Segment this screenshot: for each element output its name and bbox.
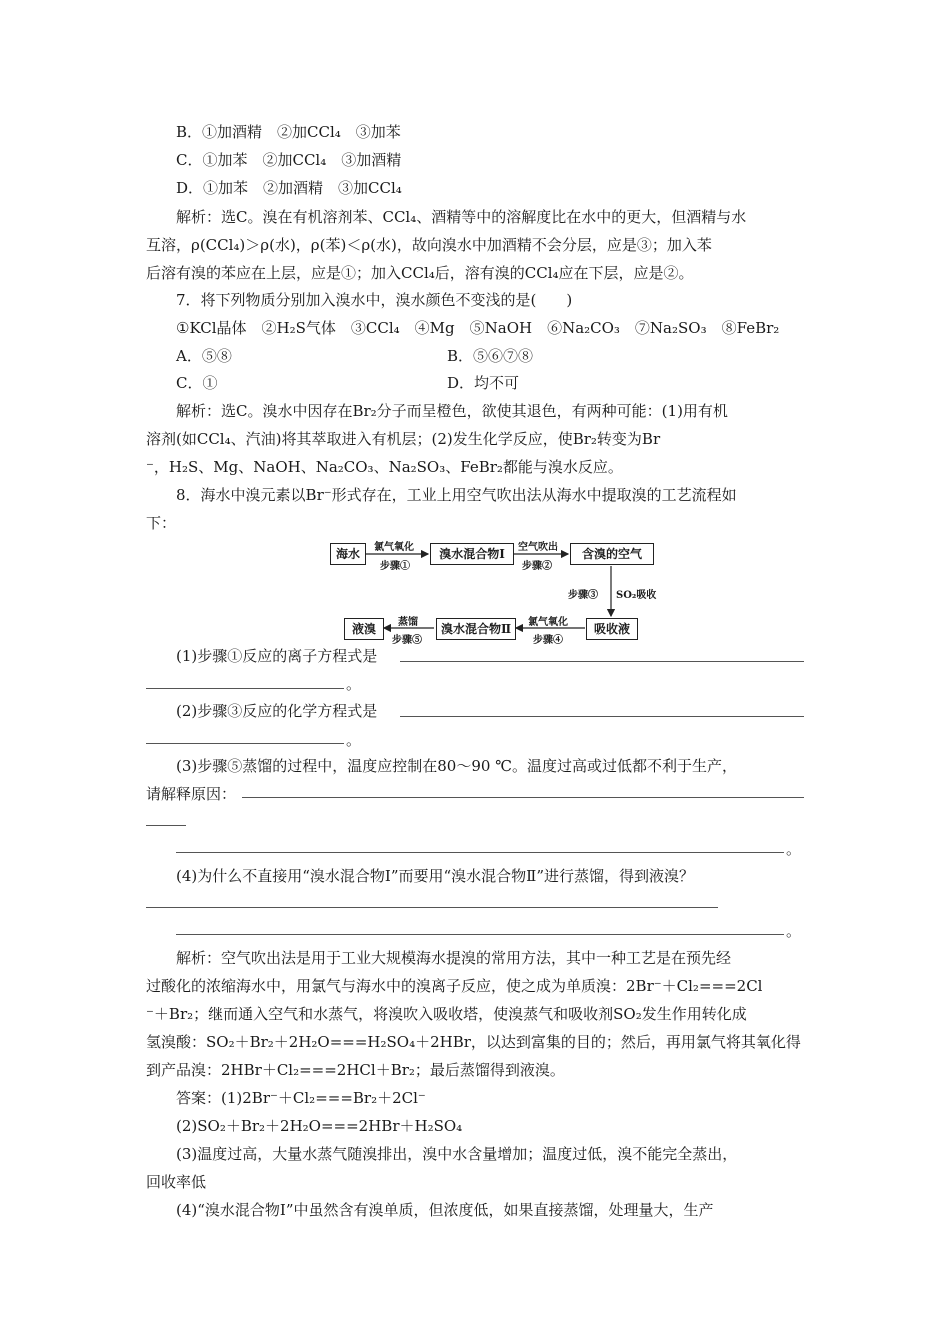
q8-part3-blank-a[interactable]	[242, 797, 804, 798]
q6-option-d: D．①加苯 ②加酒精 ③加CCl₄	[176, 179, 402, 197]
q8-answer-3-line-2: 回收率低	[146, 1173, 207, 1191]
q8-part3-prompt-1: (3)步骤⑤蒸馏的过程中，温度应控制在80～90 ℃。温度过高或过低都不利于生产，	[176, 757, 737, 775]
flow-box-bromine-air: 含溴的空气	[570, 543, 654, 565]
q7-items: ①KCl晶体 ②H₂S气体 ③CCl₄ ④Mg ⑤NaOH ⑥Na₂CO₃ ⑦Na₂SO₃ ⑧FeBr₂	[176, 319, 780, 337]
q7-option-b: B．⑤⑥⑦⑧	[447, 347, 534, 365]
q8-stem-line-2: 下：	[146, 514, 177, 532]
q7-option-a: A．⑤⑧	[176, 347, 232, 365]
q8-answer-2: (2)SO₂＋Br₂＋2H₂O===2HBr＋H₂SO₄	[176, 1117, 463, 1135]
q6-option-c: C．①加苯 ②加CCl₄ ③加酒精	[176, 151, 402, 169]
flow-label-step4-bottom: 步骤④	[533, 635, 563, 646]
q8-part1-blank-b[interactable]	[146, 688, 344, 689]
flow-box-liquid-bromine: 液溴	[344, 618, 384, 640]
q7-option-c: C．①	[176, 374, 218, 392]
q6-analysis-line-3: 后溶有溴的苯应在上层，应是①；加入CCl₄后，溶有溴的CCl₄应在下层，应是②。	[146, 264, 694, 282]
q6-analysis-line-1: 解析：选C。溴在有机溶剂苯、CCl₄、酒精等中的溶解度比在水中的更大，但酒精与水	[176, 208, 747, 226]
flow-label-step4-top: 氯气氧化	[528, 617, 568, 628]
q8-part4-blank-b[interactable]	[176, 934, 784, 935]
q8-analysis-line-2: 过酸化的浓缩海水中，用氯气与海水中的溴离子反应，使之成为单质溴：2Br⁻＋Cl₂===2Cl	[146, 977, 763, 995]
flow-label-step3-right: SO₂吸收	[616, 590, 657, 601]
q8-part4-period: 。	[786, 922, 802, 940]
q8-answer-4: (4)“溴水混合物Ⅰ”中虽然含有溴单质，但浓度低，如果直接蒸馏，处理量大，生产	[176, 1201, 714, 1219]
q8-analysis-line-5: 到产品溴：2HBr＋Cl₂===2HCl＋Br₂；最后蒸馏得到液溴。	[146, 1061, 565, 1079]
q8-analysis-line-3: ⁻＋Br₂；继而通入空气和水蒸气，将溴吹入吸收塔，使溴蒸气和吸收剂SO₂发生作用转化成	[146, 1005, 747, 1023]
q7-analysis-line-1: 解析：选C。溴水中因存在Br₂分子而呈橙色，欲使其退色，有两种可能：(1)用有机	[176, 402, 728, 420]
q6-option-b: B．①加酒精 ②加CCl₄ ③加苯	[176, 123, 401, 141]
q7-option-d: D．均不可	[447, 374, 520, 392]
q8-part3-blank-c[interactable]	[176, 852, 784, 853]
flow-label-step3-left: 步骤③	[568, 590, 598, 601]
q8-part3-prompt-2: 请解释原因：	[146, 785, 237, 803]
flow-label-step2-top: 空气吹出	[518, 542, 558, 553]
flow-box-bromine-mix-1: 溴水混合物Ⅰ	[430, 543, 514, 565]
flow-label-step5-bottom: 步骤⑤	[392, 635, 422, 646]
process-flow-diagram	[330, 538, 660, 648]
flow-label-step1-bottom: 步骤①	[380, 561, 410, 572]
flow-box-absorbent: 吸收液	[586, 618, 638, 640]
q8-answer-3-line-1: (3)温度过高，大量水蒸气随溴排出，溴中水含量增加；温度过低，溴不能完全蒸出，	[176, 1145, 738, 1163]
q8-part1-prompt: (1)步骤①反应的离子方程式是	[176, 647, 378, 665]
q8-analysis-line-4: 氢溴酸：SO₂＋Br₂＋2H₂O===H₂SO₄＋2HBr，以达到富集的目的；然后，再用氯气将其氧化得	[146, 1033, 801, 1051]
q7-analysis-line-3: ⁻，H₂S、Mg、NaOH、Na₂CO₃、Na₂SO₃、FeBr₂都能与溴水反应。	[146, 458, 623, 476]
q8-analysis-line-1: 解析：空气吹出法是用于工业大规模海水提溴的常用方法，其中一种工艺是在预先经	[176, 949, 732, 967]
q8-part1-period: 。	[346, 675, 362, 693]
flow-label-step1-top: 氯气氧化	[374, 542, 414, 553]
q8-part3-period: 。	[786, 840, 802, 858]
q8-stem-line-1: 8．海水中溴元素以Br⁻形式存在，工业上用空气吹出法从海水中提取溴的工艺流程如	[176, 486, 737, 504]
q8-part3-blank-b[interactable]	[146, 825, 186, 826]
flow-box-bromine-mix-2: 溴水混合物Ⅱ	[436, 618, 516, 640]
flow-label-step5-top: 蒸馏	[398, 617, 418, 628]
q7-analysis-line-2: 溶剂(如CCl₄、汽油)将其萃取进入有机层；(2)发生化学反应，使Br₂转变为Br	[146, 430, 661, 448]
q8-part2-prompt: (2)步骤③反应的化学方程式是	[176, 702, 378, 720]
q8-answer-1: 答案：(1)2Br⁻＋Cl₂===Br₂＋2Cl⁻	[176, 1089, 426, 1107]
q8-part2-period: 。	[346, 731, 362, 749]
q8-part2-blank-a[interactable]	[400, 716, 804, 717]
q8-part2-blank-b[interactable]	[146, 743, 344, 744]
q8-part1-blank-a[interactable]	[400, 661, 804, 662]
q8-part4-prompt: (4)为什么不直接用“溴水混合物Ⅰ”而要用“溴水混合物Ⅱ”进行蒸馏，得到液溴？	[176, 867, 695, 885]
flow-box-seawater: 海水	[330, 543, 366, 565]
q7-stem: 7．将下列物质分别加入溴水中，溴水颜色不变浅的是( )	[176, 291, 573, 309]
flow-label-step2-bottom: 步骤②	[522, 561, 552, 572]
q8-part4-blank-a[interactable]	[146, 907, 718, 908]
q6-analysis-line-2: 互溶，ρ(CCl₄)＞ρ(水)，ρ(苯)＜ρ(水)，故向溴水中加酒精不会分层，应是③；加入苯	[146, 236, 712, 254]
